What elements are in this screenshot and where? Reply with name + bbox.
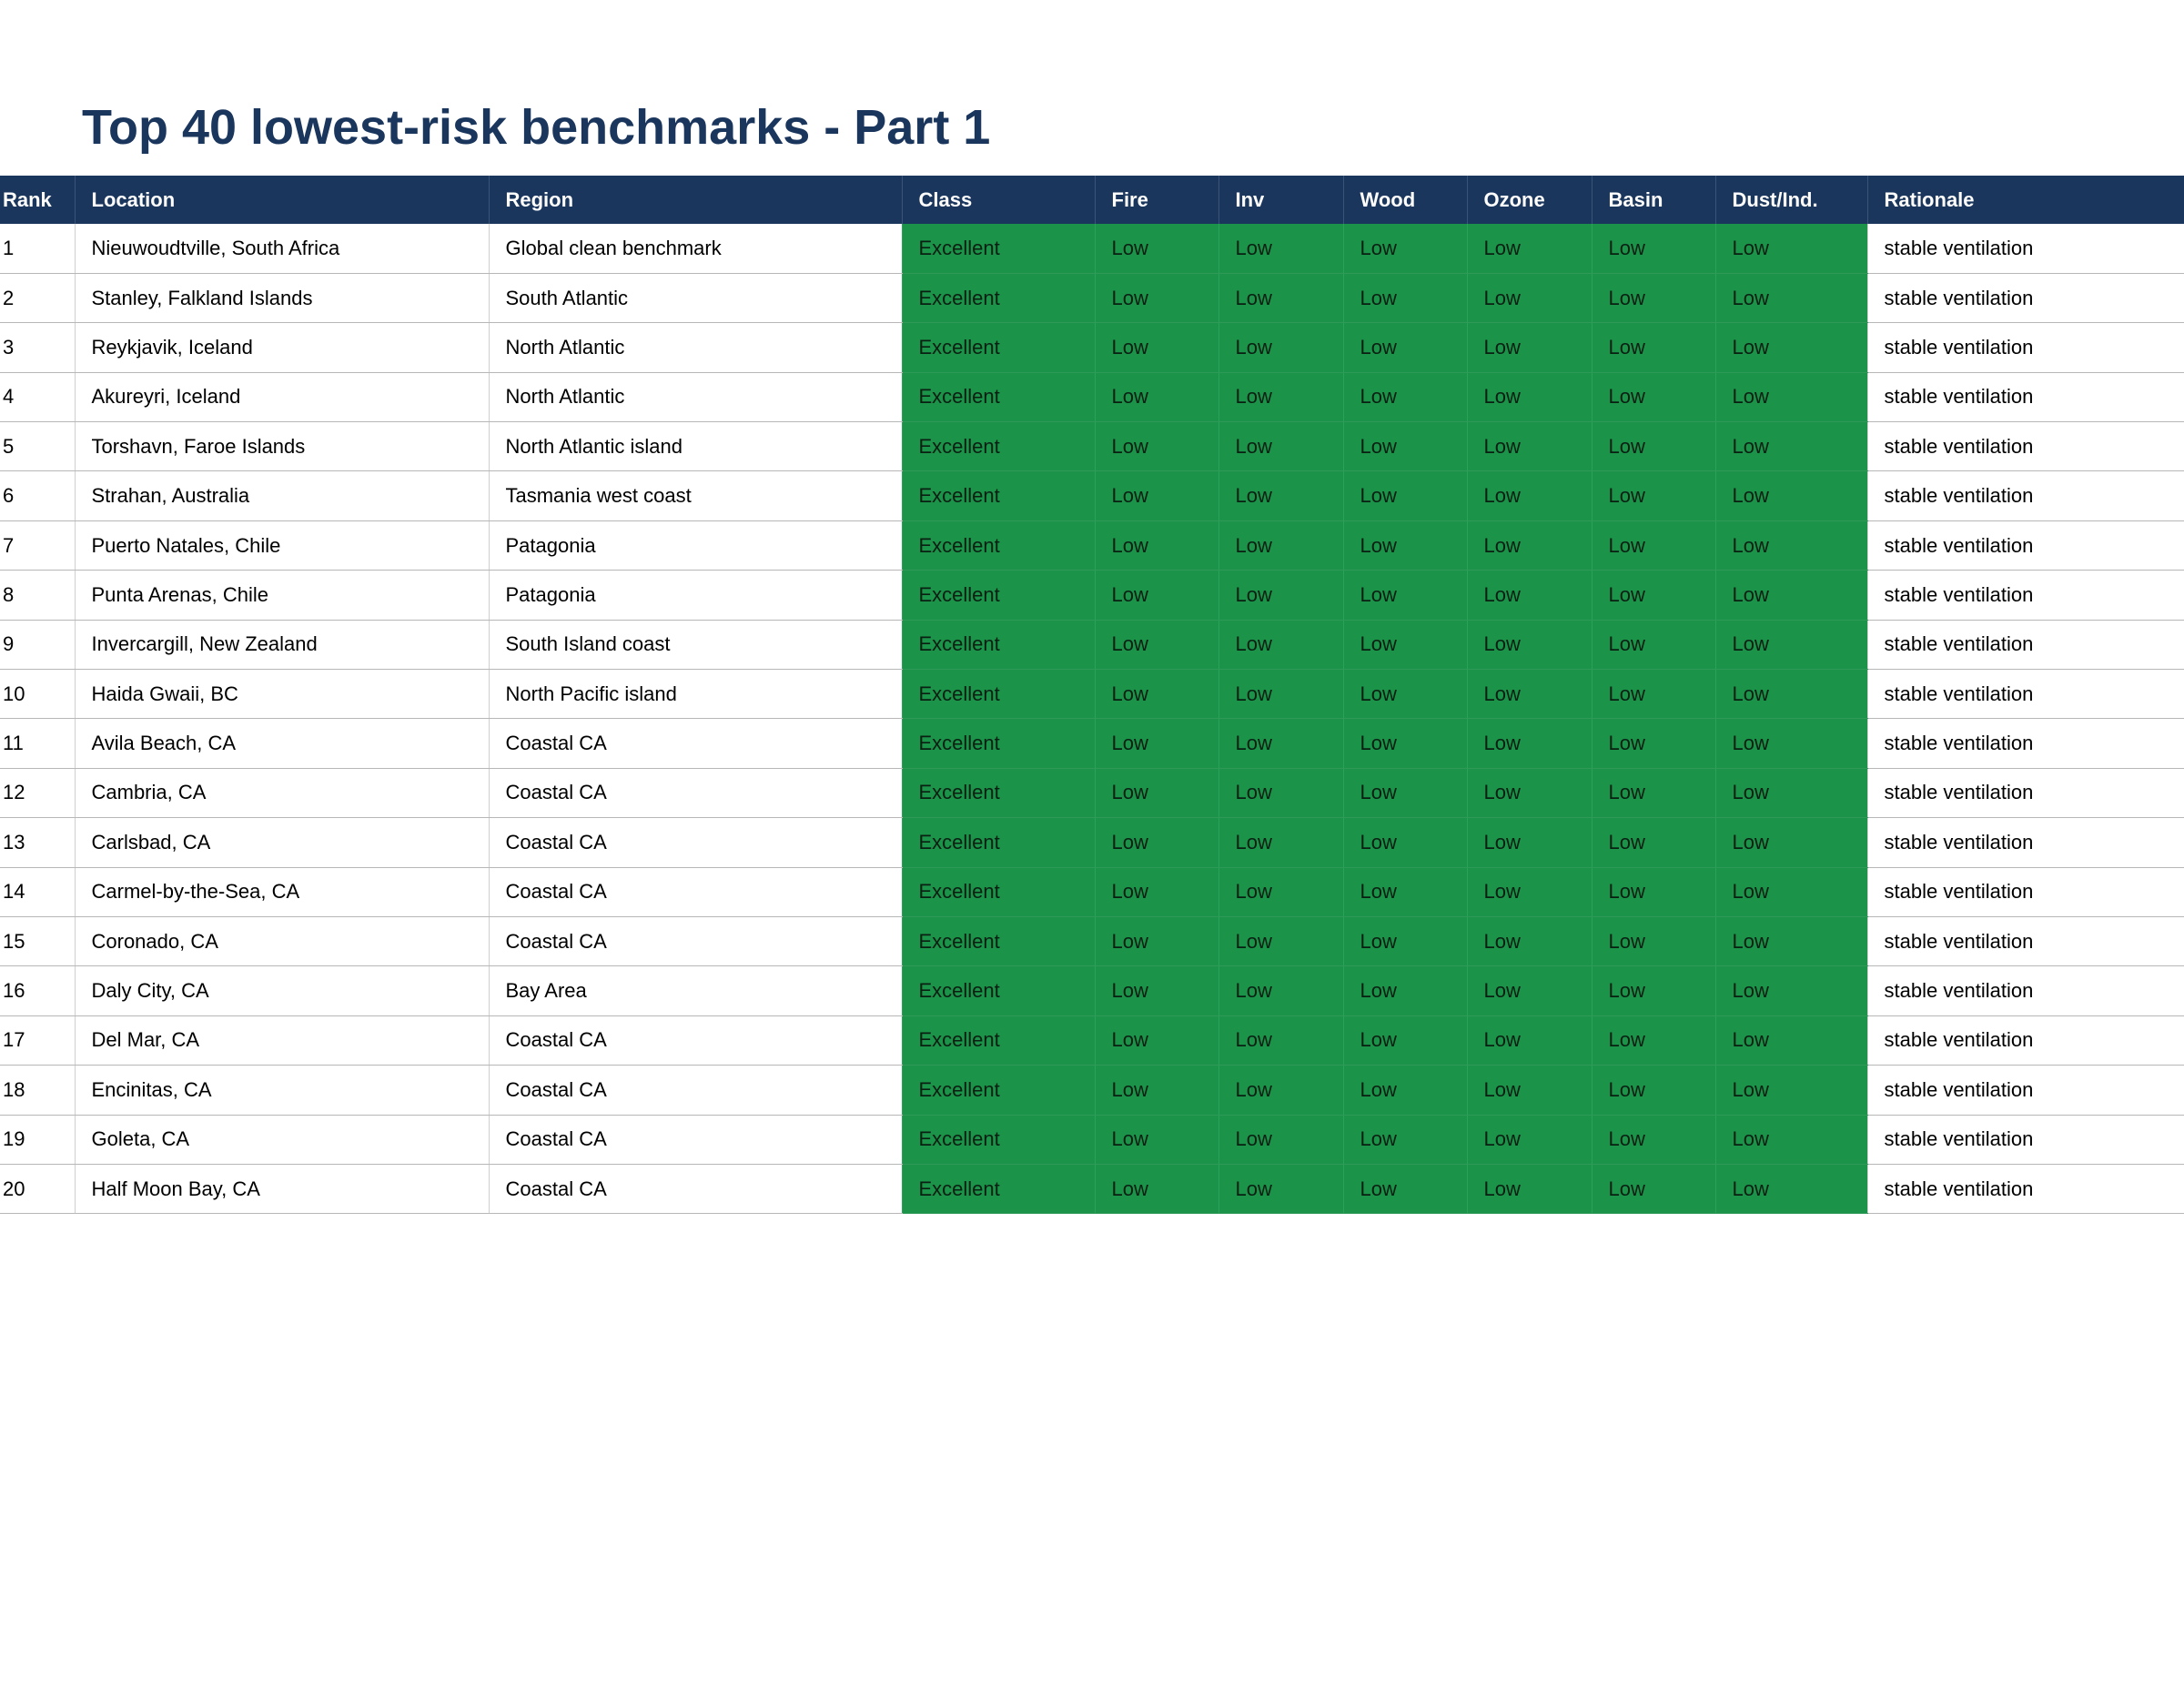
cell-rationale: stable ventilation	[1867, 916, 2184, 965]
cell-dust-ind: Low	[1715, 1066, 1867, 1115]
cell-fire: Low	[1095, 520, 1218, 570]
cell-basin: Low	[1592, 571, 1715, 620]
cell-basin: Low	[1592, 422, 1715, 471]
cell-region: Patagonia	[489, 520, 902, 570]
cell-rationale: stable ventilation	[1867, 620, 2184, 669]
cell-class: Excellent	[902, 1115, 1095, 1164]
cell-region: North Atlantic island	[489, 422, 902, 471]
cell-wood: Low	[1343, 719, 1467, 768]
cell-ozone: Low	[1467, 966, 1592, 1015]
cell-inv: Low	[1218, 916, 1343, 965]
cell-dust-ind: Low	[1715, 471, 1867, 520]
cell-fire: Low	[1095, 670, 1218, 719]
cell-dust-ind: Low	[1715, 323, 1867, 372]
cell-rationale: stable ventilation	[1867, 224, 2184, 273]
cell-rationale: stable ventilation	[1867, 422, 2184, 471]
cell-inv: Low	[1218, 966, 1343, 1015]
cell-inv: Low	[1218, 520, 1343, 570]
cell-wood: Low	[1343, 818, 1467, 867]
cell-rank: 3	[0, 323, 75, 372]
cell-class: Excellent	[902, 323, 1095, 372]
cell-wood: Low	[1343, 1164, 1467, 1213]
cell-dust-ind: Low	[1715, 273, 1867, 322]
cell-dust-ind: Low	[1715, 818, 1867, 867]
column-header-class: Class	[902, 176, 1095, 224]
cell-inv: Low	[1218, 323, 1343, 372]
table-row	[0, 1066, 2184, 1115]
table-row	[0, 273, 2184, 322]
cell-fire: Low	[1095, 571, 1218, 620]
cell-inv: Low	[1218, 719, 1343, 768]
cell-fire: Low	[1095, 966, 1218, 1015]
cell-location: Haida Gwaii, BC	[75, 670, 489, 719]
cell-location: Half Moon Bay, CA	[75, 1164, 489, 1213]
cell-dust-ind: Low	[1715, 719, 1867, 768]
cell-region: Coastal CA	[489, 1015, 902, 1065]
cell-ozone: Low	[1467, 768, 1592, 817]
table-row	[0, 916, 2184, 965]
cell-ozone: Low	[1467, 719, 1592, 768]
table-row	[0, 571, 2184, 620]
cell-basin: Low	[1592, 867, 1715, 916]
cell-ozone: Low	[1467, 372, 1592, 421]
cell-region: Coastal CA	[489, 1164, 902, 1213]
cell-dust-ind: Low	[1715, 224, 1867, 273]
cell-inv: Low	[1218, 768, 1343, 817]
cell-ozone: Low	[1467, 818, 1592, 867]
cell-basin: Low	[1592, 273, 1715, 322]
table-row	[0, 620, 2184, 669]
cell-class: Excellent	[902, 620, 1095, 669]
cell-wood: Low	[1343, 670, 1467, 719]
cell-fire: Low	[1095, 422, 1218, 471]
cell-basin: Low	[1592, 1164, 1715, 1213]
cell-class: Excellent	[902, 224, 1095, 273]
cell-fire: Low	[1095, 768, 1218, 817]
cell-location: Carmel-by-the-Sea, CA	[75, 867, 489, 916]
cell-ozone: Low	[1467, 224, 1592, 273]
cell-fire: Low	[1095, 372, 1218, 421]
cell-ozone: Low	[1467, 867, 1592, 916]
cell-fire: Low	[1095, 471, 1218, 520]
cell-class: Excellent	[902, 571, 1095, 620]
cell-basin: Low	[1592, 323, 1715, 372]
cell-wood: Low	[1343, 768, 1467, 817]
cell-class: Excellent	[902, 422, 1095, 471]
cell-dust-ind: Low	[1715, 620, 1867, 669]
table-row	[0, 323, 2184, 372]
cell-dust-ind: Low	[1715, 571, 1867, 620]
cell-fire: Low	[1095, 620, 1218, 669]
cell-fire: Low	[1095, 224, 1218, 273]
cell-rank: 18	[0, 1066, 75, 1115]
cell-location: Carlsbad, CA	[75, 818, 489, 867]
cell-class: Excellent	[902, 1066, 1095, 1115]
benchmark-table-container	[0, 176, 2184, 1214]
cell-wood: Low	[1343, 372, 1467, 421]
cell-rank: 9	[0, 620, 75, 669]
cell-rationale: stable ventilation	[1867, 372, 2184, 421]
cell-inv: Low	[1218, 224, 1343, 273]
cell-basin: Low	[1592, 670, 1715, 719]
cell-basin: Low	[1592, 916, 1715, 965]
cell-inv: Low	[1218, 422, 1343, 471]
cell-rationale: stable ventilation	[1867, 1164, 2184, 1213]
table-row	[0, 670, 2184, 719]
cell-dust-ind: Low	[1715, 520, 1867, 570]
cell-rationale: stable ventilation	[1867, 867, 2184, 916]
cell-fire: Low	[1095, 323, 1218, 372]
cell-region: Coastal CA	[489, 867, 902, 916]
table-row	[0, 966, 2184, 1015]
cell-rank: 5	[0, 422, 75, 471]
cell-rank: 17	[0, 1015, 75, 1065]
cell-ozone: Low	[1467, 1164, 1592, 1213]
cell-class: Excellent	[902, 966, 1095, 1015]
cell-region: North Atlantic	[489, 323, 902, 372]
cell-rationale: stable ventilation	[1867, 818, 2184, 867]
cell-location: Del Mar, CA	[75, 1015, 489, 1065]
cell-dust-ind: Low	[1715, 422, 1867, 471]
column-header-rank: Rank	[3, 187, 52, 211]
table-row	[0, 224, 2184, 273]
table-row	[0, 768, 2184, 817]
cell-fire: Low	[1095, 1015, 1218, 1065]
cell-location: Invercargill, New Zealand	[75, 620, 489, 669]
cell-class: Excellent	[902, 670, 1095, 719]
cell-location: Encinitas, CA	[75, 1066, 489, 1115]
cell-dust-ind: Low	[1715, 1164, 1867, 1213]
cell-location: Punta Arenas, Chile	[75, 571, 489, 620]
cell-region: Coastal CA	[489, 719, 902, 768]
cell-basin: Low	[1592, 1015, 1715, 1065]
cell-fire: Low	[1095, 719, 1218, 768]
cell-ozone: Low	[1467, 1066, 1592, 1115]
cell-inv: Low	[1218, 372, 1343, 421]
cell-region: Coastal CA	[489, 768, 902, 817]
cell-basin: Low	[1592, 966, 1715, 1015]
cell-location: Stanley, Falkland Islands	[75, 273, 489, 322]
table-body	[0, 224, 2184, 1214]
cell-rank: 10	[0, 670, 75, 719]
cell-region: North Pacific island	[489, 670, 902, 719]
cell-location: Avila Beach, CA	[75, 719, 489, 768]
cell-location: Reykjavik, Iceland	[75, 323, 489, 372]
cell-ozone: Low	[1467, 916, 1592, 965]
cell-ozone: Low	[1467, 422, 1592, 471]
cell-inv: Low	[1218, 670, 1343, 719]
cell-wood: Low	[1343, 1115, 1467, 1164]
cell-ozone: Low	[1467, 471, 1592, 520]
cell-region: Bay Area	[489, 966, 902, 1015]
cell-class: Excellent	[902, 273, 1095, 322]
cell-rationale: stable ventilation	[1867, 571, 2184, 620]
cell-wood: Low	[1343, 422, 1467, 471]
table-row	[0, 818, 2184, 867]
cell-dust-ind: Low	[1715, 768, 1867, 817]
cell-region: Patagonia	[489, 571, 902, 620]
benchmark-table	[0, 176, 2184, 1214]
cell-wood: Low	[1343, 520, 1467, 570]
column-header-region: Region	[489, 176, 902, 224]
cell-fire: Low	[1095, 916, 1218, 965]
cell-wood: Low	[1343, 1015, 1467, 1065]
cell-location: Torshavn, Faroe Islands	[75, 422, 489, 471]
cell-rationale: stable ventilation	[1867, 670, 2184, 719]
table-row	[0, 422, 2184, 471]
cell-rank: 20	[0, 1164, 75, 1213]
cell-wood: Low	[1343, 966, 1467, 1015]
cell-class: Excellent	[902, 520, 1095, 570]
cell-rank: 8	[0, 571, 75, 620]
cell-wood: Low	[1343, 1066, 1467, 1115]
cell-region: South Island coast	[489, 620, 902, 669]
cell-basin: Low	[1592, 372, 1715, 421]
cell-inv: Low	[1218, 1115, 1343, 1164]
table-row	[0, 471, 2184, 520]
cell-inv: Low	[1218, 818, 1343, 867]
cell-location: Nieuwoudtville, South Africa	[75, 224, 489, 273]
cell-rank: 6	[0, 471, 75, 520]
table-header	[0, 176, 2184, 224]
cell-location: Cambria, CA	[75, 768, 489, 817]
cell-dust-ind: Low	[1715, 670, 1867, 719]
table-row	[0, 372, 2184, 421]
cell-inv: Low	[1218, 273, 1343, 322]
cell-wood: Low	[1343, 273, 1467, 322]
cell-fire: Low	[1095, 867, 1218, 916]
cell-basin: Low	[1592, 471, 1715, 520]
table-row	[0, 719, 2184, 768]
cell-class: Excellent	[902, 372, 1095, 421]
cell-ozone: Low	[1467, 571, 1592, 620]
cell-rank: 1	[0, 224, 75, 273]
cell-class: Excellent	[902, 916, 1095, 965]
cell-ozone: Low	[1467, 1115, 1592, 1164]
cell-fire: Low	[1095, 1115, 1218, 1164]
cell-rank: 4	[0, 372, 75, 421]
column-header-ozone: Ozone	[1467, 176, 1592, 224]
cell-rationale: stable ventilation	[1867, 966, 2184, 1015]
cell-region: Coastal CA	[489, 1066, 902, 1115]
cell-inv: Low	[1218, 571, 1343, 620]
cell-rationale: stable ventilation	[1867, 768, 2184, 817]
cell-ozone: Low	[1467, 670, 1592, 719]
cell-class: Excellent	[902, 719, 1095, 768]
cell-wood: Low	[1343, 867, 1467, 916]
cell-wood: Low	[1343, 620, 1467, 669]
cell-fire: Low	[1095, 1164, 1218, 1213]
cell-class: Excellent	[902, 867, 1095, 916]
cell-region: Coastal CA	[489, 916, 902, 965]
cell-location: Daly City, CA	[75, 966, 489, 1015]
cell-dust-ind: Low	[1715, 966, 1867, 1015]
cell-ozone: Low	[1467, 273, 1592, 322]
cell-basin: Low	[1592, 818, 1715, 867]
cell-region: North Atlantic	[489, 372, 902, 421]
table-row	[0, 1115, 2184, 1164]
cell-inv: Low	[1218, 1015, 1343, 1065]
cell-class: Excellent	[902, 768, 1095, 817]
cell-basin: Low	[1592, 620, 1715, 669]
cell-rank: 15	[0, 916, 75, 965]
table-row	[0, 1164, 2184, 1213]
cell-rank: 11	[0, 719, 75, 768]
column-header-fire: Fire	[1095, 176, 1218, 224]
column-header-location: Location	[75, 176, 489, 224]
cell-inv: Low	[1218, 867, 1343, 916]
cell-rank: 2	[0, 273, 75, 322]
cell-basin: Low	[1592, 1066, 1715, 1115]
cell-region: Coastal CA	[489, 1115, 902, 1164]
cell-region: South Atlantic	[489, 273, 902, 322]
cell-rationale: stable ventilation	[1867, 471, 2184, 520]
cell-rationale: stable ventilation	[1867, 1066, 2184, 1115]
cell-inv: Low	[1218, 620, 1343, 669]
cell-region: Tasmania west coast	[489, 471, 902, 520]
cell-rationale: stable ventilation	[1867, 1015, 2184, 1065]
cell-inv: Low	[1218, 1066, 1343, 1115]
cell-rank: 7	[0, 520, 75, 570]
column-header-rationale: Rationale	[1867, 176, 2184, 224]
cell-ozone: Low	[1467, 323, 1592, 372]
page-title: Top 40 lowest-risk benchmarks - Part 1	[82, 100, 991, 155]
cell-location: Coronado, CA	[75, 916, 489, 965]
cell-dust-ind: Low	[1715, 1015, 1867, 1065]
cell-basin: Low	[1592, 520, 1715, 570]
cell-fire: Low	[1095, 1066, 1218, 1115]
cell-location: Puerto Natales, Chile	[75, 520, 489, 570]
cell-rank: 16	[0, 966, 75, 1015]
table-row	[0, 1015, 2184, 1065]
cell-fire: Low	[1095, 818, 1218, 867]
cell-dust-ind: Low	[1715, 867, 1867, 916]
cell-region: Global clean benchmark	[489, 224, 902, 273]
column-header-basin: Basin	[1592, 176, 1715, 224]
cell-rank: 12	[0, 768, 75, 817]
cell-wood: Low	[1343, 323, 1467, 372]
table-row	[0, 520, 2184, 570]
cell-fire: Low	[1095, 273, 1218, 322]
cell-wood: Low	[1343, 471, 1467, 520]
cell-rationale: stable ventilation	[1867, 1115, 2184, 1164]
cell-inv: Low	[1218, 471, 1343, 520]
cell-rationale: stable ventilation	[1867, 273, 2184, 322]
cell-wood: Low	[1343, 224, 1467, 273]
cell-rank: 19	[0, 1115, 75, 1164]
cell-rationale: stable ventilation	[1867, 719, 2184, 768]
cell-location: Akureyri, Iceland	[75, 372, 489, 421]
cell-class: Excellent	[902, 818, 1095, 867]
cell-basin: Low	[1592, 1115, 1715, 1164]
cell-basin: Low	[1592, 719, 1715, 768]
cell-rationale: stable ventilation	[1867, 323, 2184, 372]
cell-location: Goleta, CA	[75, 1115, 489, 1164]
column-header-dust-ind: Dust/Ind.	[1715, 176, 1867, 224]
cell-class: Excellent	[902, 1164, 1095, 1213]
cell-ozone: Low	[1467, 520, 1592, 570]
cell-ozone: Low	[1467, 620, 1592, 669]
table-row	[0, 867, 2184, 916]
cell-basin: Low	[1592, 768, 1715, 817]
header-row	[0, 176, 2184, 224]
cell-rank: 13	[0, 818, 75, 867]
cell-ozone: Low	[1467, 1015, 1592, 1065]
cell-class: Excellent	[902, 471, 1095, 520]
cell-location: Strahan, Australia	[75, 471, 489, 520]
cell-wood: Low	[1343, 571, 1467, 620]
cell-inv: Low	[1218, 1164, 1343, 1213]
cell-class: Excellent	[902, 1015, 1095, 1065]
cell-dust-ind: Low	[1715, 916, 1867, 965]
cell-rank: 14	[0, 867, 75, 916]
cell-wood: Low	[1343, 916, 1467, 965]
cell-region: Coastal CA	[489, 818, 902, 867]
column-header-wood: Wood	[1343, 176, 1467, 224]
cell-rationale: stable ventilation	[1867, 520, 2184, 570]
cell-dust-ind: Low	[1715, 372, 1867, 421]
column-header-inv: Inv	[1218, 176, 1343, 224]
cell-dust-ind: Low	[1715, 1115, 1867, 1164]
cell-basin: Low	[1592, 224, 1715, 273]
